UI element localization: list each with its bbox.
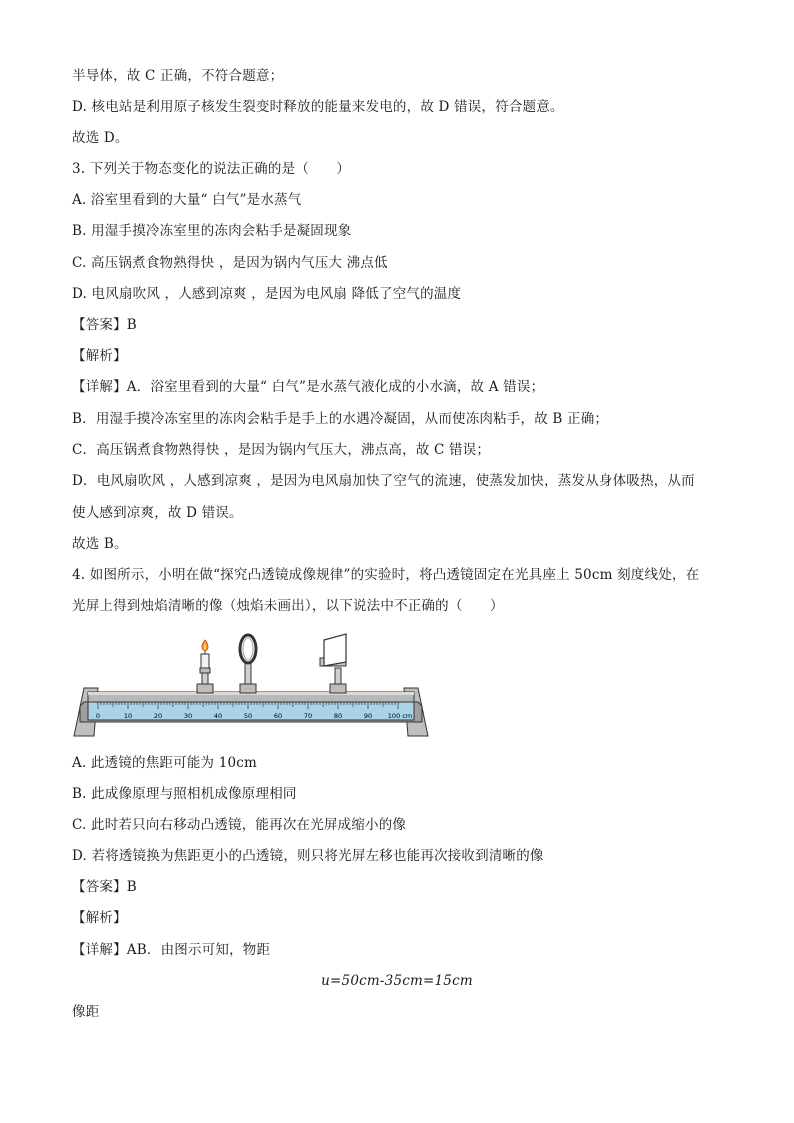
option-d: D. 电风扇吹风 ，人感到凉爽 ，是因为电风扇 降低了空气的温度 [72,286,462,302]
scale-label: 60 [273,712,283,720]
text-line: 像距 [72,1004,100,1020]
scale-label: 20 [153,712,163,720]
explanation-line: 【详解】AB．由图示可知，物距 [72,942,271,958]
scale-label: 10 [123,712,133,720]
option-b: B. 此成像原理与照相机成像原理相同 [72,786,297,802]
screen-panel [324,634,346,666]
text-line: D. 核电站是利用原子核发生裂变时释放的能量来发电的，故 D 错误，符合题意。 [72,99,564,115]
scale-label: 100 cm [387,712,413,720]
answer-label: 【答案】B [72,317,137,333]
scale-label: 40 [213,712,223,720]
option-c: C. 高压锅煮食物熟得快 ，是因为锅内气压大 沸点低 [72,255,388,271]
option-b: B. 用湿手摸冷冻室里的冻肉会粘手是凝固现象 [72,223,352,239]
question-4-stem: 光屏上得到烛焰清晰的像（烛焰未画出），以下说法中不正确的（ ） [72,598,504,614]
text-line: 故选 D。 [72,130,129,146]
lens-ring [240,635,256,663]
analysis-label: 【解析】 [72,910,127,926]
optical-bench-illustration [70,632,434,740]
scale-label: 50 [243,712,253,720]
explanation-line: 【详解】A．浴室里看到的大量“ 白气”是水蒸气液化成的小水滴，故 A 错误； [72,379,545,395]
option-a: A. 浴室里看到的大量“ 白气”是水蒸气 [72,192,302,208]
scale-label: 70 [303,712,313,720]
formula-object-distance: u=50cm-35cm=15cm [321,973,473,989]
scale-label: 90 [363,712,373,720]
answer-label: 【答案】B [72,879,137,895]
option-c: C. 此时若只向右移动凸透镜，能再次在光屏成缩小的像 [72,817,407,833]
scale-label: 0 [95,712,101,720]
light-screen [320,634,346,693]
explanation-line: C．高压锅煮食物熟得快 ，是因为锅内气压大，沸点高，故 C 错误； [72,442,491,458]
convex-lens [240,635,256,693]
question-4-stem: 4. 如图所示，小明在做“探究凸透镜成像规律”的实验时，将凸透镜固定在光具座上 50cm 刻度线处，在 [72,567,700,583]
explanation-line: D．电风扇吹风 ，人感到凉爽 ，是因为电风扇加快了空气的流速，使蒸发加快，蒸发从身体吸热，从而 [72,473,695,489]
option-d: D. 若将透镜换为焦距更小的凸透镜，则只将光屏左移也能再次接收到清晰的像 [72,848,544,864]
explanation-line: 使人感到凉爽，故 D 错误。 [72,505,243,521]
scale-label: 30 [183,712,193,720]
text-line: 故选 B。 [72,536,128,552]
question-3-stem: 3. 下列关于物态变化的说法正确的是（ ） [72,161,351,177]
explanation-line: B．用湿手摸冷冻室里的冻肉会粘手是手上的水遇冷凝固，从而使冻肉粘手，故 B 正确； [72,411,609,427]
candle-holder [197,640,213,693]
text-line: 半导体，故 C 正确，不符合题意； [72,68,284,84]
candle [201,654,209,668]
optical-bench-figure [70,632,434,740]
option-a: A. 此透镜的焦距可能为 10cm [72,755,258,771]
scale-label: 80 [333,712,343,720]
analysis-label: 【解析】 [72,348,127,364]
